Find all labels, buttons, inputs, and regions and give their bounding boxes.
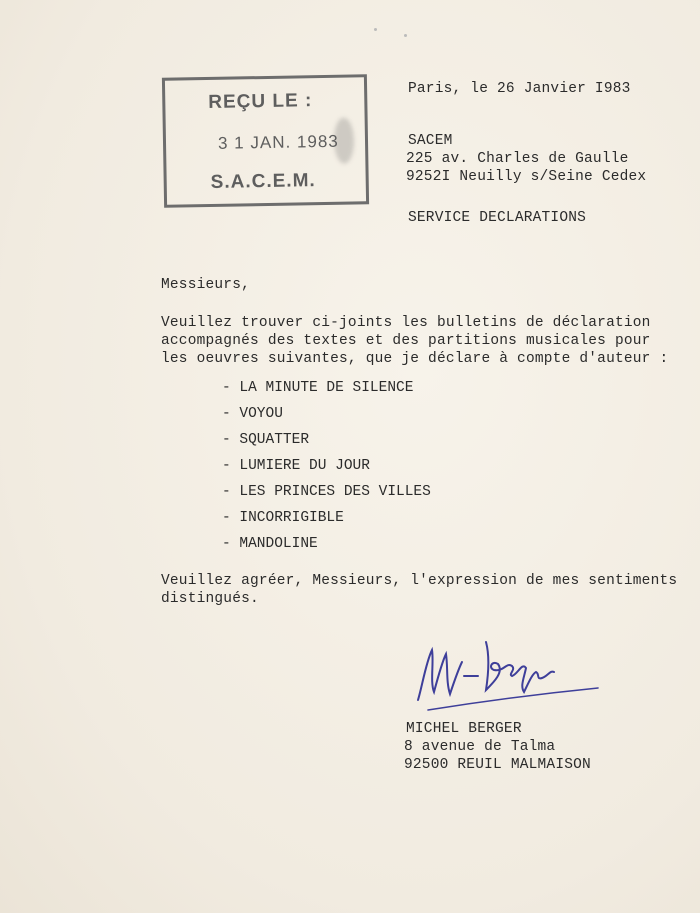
date-line: Paris, le 26 Janvier I983 [408,81,631,97]
body-line: accompagnés des textes et des partitions musicales pour [161,333,651,349]
list-item: - VOYOU [222,406,283,422]
recipient-city: 9252I Neuilly s/Seine Cedex [406,169,647,185]
recipient-name: SACEM [408,133,453,149]
paper-speck [404,34,407,37]
body-line: les oeuvres suivantes, que je déclare à compte d'auteur : [161,351,669,367]
sender-name: MICHEL BERGER [406,721,522,737]
body-line: Veuillez trouver ci-joints les bulletins de déclaration [161,315,651,331]
recipient-street: 225 av. Charles de Gaulle [406,151,629,167]
list-item: - SQUATTER [222,432,310,448]
service-line: SERVICE DECLARATIONS [408,210,587,226]
stamp-line-received: REÇU LE : [208,90,313,113]
list-item: - INCORRIGIBLE [222,510,344,526]
sender-street: 8 avenue de Talma [404,739,556,755]
list-item: - MANDOLINE [222,536,318,552]
stamp-line-date: 3 1 JAN. 1983 [217,131,339,153]
list-item: - LA MINUTE DE SILENCE [222,380,414,396]
stamp-line-org: S.A.C.E.M. [210,170,316,193]
paper-speck [374,28,377,31]
sender-city: 92500 REUIL MALMAISON [404,757,591,773]
closing-line: Veuillez agréer, Messieurs, l'expression de mes sentiments [161,573,678,589]
salutation: Messieurs, [161,277,251,293]
ink-smudge [334,117,355,163]
closing-line: distingués. [161,591,259,607]
received-stamp [162,74,369,208]
handwritten-signature [408,632,608,712]
list-item: - LES PRINCES DES VILLES [222,484,431,500]
list-item: - LUMIERE DU JOUR [222,458,370,474]
